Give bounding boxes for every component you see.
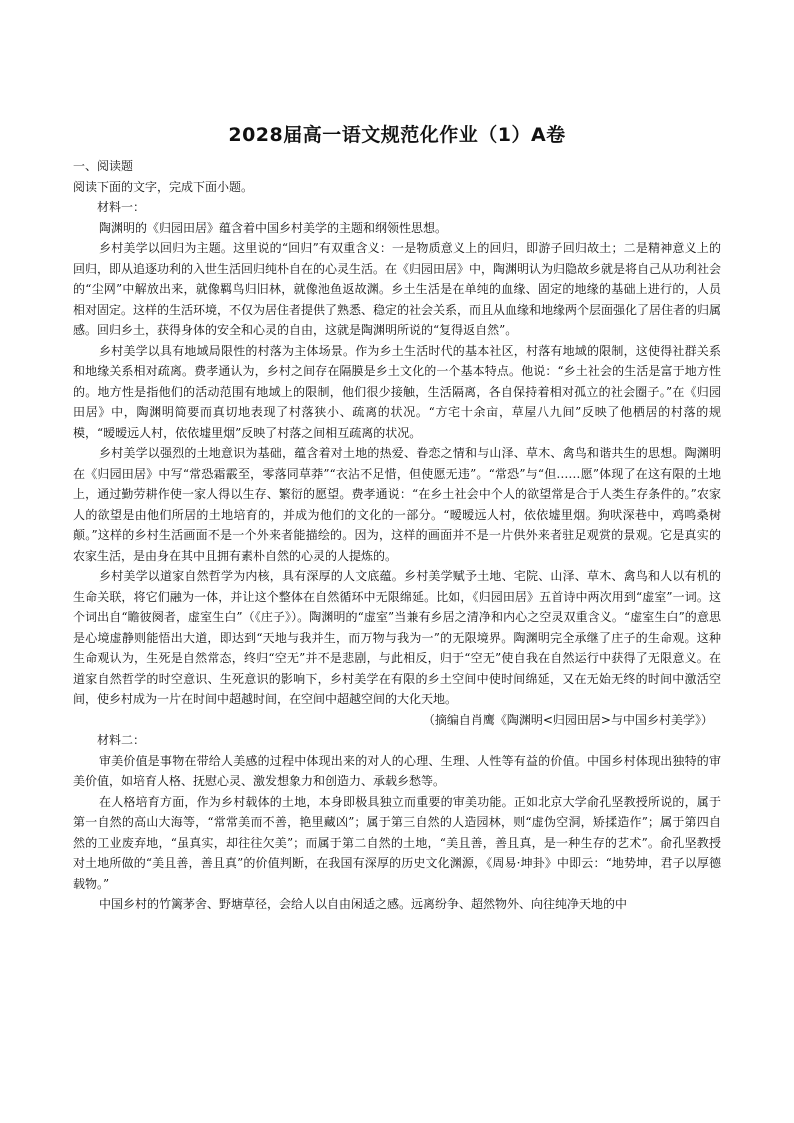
material1-paragraph: 陶渊明的《归园田居》蕴含着中国乡村美学的主题和纲领性思想。 (99, 220, 448, 235)
section-heading: 一、阅读题 (73, 159, 134, 173)
instruction-text: 阅读下面的文字，完成下面小题。 (73, 179, 254, 194)
page-title: 2028届高一语文规范化作业（1）A卷 (228, 124, 566, 146)
material2-paragraph: 在人格培育方面，作为乡村载体的土地，本身即极具独立而重要的审美功能。正如北京大学俞孔坚教授所说的，属于第一自然的高山大海等，“常常美而不善，艳里藏凶”；属于第三自然的人造园林，则“虚伪空洞，矫揉造作”；属于第四自然的工业废弃地，“虽真实，却往往欠美”；而属于第二自然的土地，“美且善，善且真，是一种生存的艺术”。俞孔坚教授对土地所做的“美且善，善且真”的价值判断，在我国有深厚的历史文化渊源，《周易·坤卦》中即云：“地势坤，君子以厚德载物。” (73, 794, 721, 891)
material2-paragraph: 审美价值是事物在带给人美感的过程中体现出来的对人的心理、生理、人性等有益的价值。中国乡村体现出独特的审美价值，如培育人格、抚慰心灵、激发想象力和创造力、承载乡愁等。 (73, 753, 721, 788)
material1-label: 材料一： (97, 200, 146, 214)
material1-paragraph: 乡村美学以强烈的土地意识为基础，蕴含着对土地的热爱、眷恋之情和与山泽、草木、禽鸟和谐共生的思想。陶渊明在《归园田居》中写“常恐霜霰至，零落同草莽”“衣沾不足惜，但使愿无违”。“常恐”与“但……愿”体现了在这有限的土地上，通过勤劳耕作使一家人得以生存、繁衍的愿望。费孝通说：“在乡土社会中个人的欲望常是合于人类生存条件的。”农家人的欲望是由他们所居的土地培育的，并成为他们的文化的一部分。“暧暧远人村，依依墟里烟。狗吠深巷中，鸡鸣桑树颠。”这样的乡村生活画面不是一个外来者能描绘的。因为，这样的画面并不是一片供外来者驻足观赏的景观。它是真实的农家生活，是由身在其中且拥有素朴自然的心灵的人提炼的。 (73, 446, 721, 563)
material1-paragraph: 乡村美学以具有地域局限性的村落为主体场景。作为乡土生活时代的基本社区，村落有地域的限制，这使得社群关系和地缘关系相对疏离。费孝通认为，乡村之间存在隔膜是乡土文化的一个基本特点。他说：“乡土社会的生活是富于地方性的。地方性是指他们的活动范围有地域上的限制，他们很少接触，生活隔离，各自保持着相对孤立的社会圈子。”在《归园田居》中，陶渊明简要而真切地表现了村落狭小、疏离的状况。“方宅十余亩，草屋八九间”反映了他栖居的村落的规模，“暧暧远人村，依依墟里烟”反映了村落之间相互疏离的状况。 (73, 343, 721, 440)
material1-paragraph: 乡村美学以道家自然哲学为内核，具有深厚的人文底蕴。乡村美学赋予土地、宅院、山泽、草木、禽鸟和人以有机的生命关联，将它们融为一体，并让这个整体在自然循环中无限绵延。比如，《归园田居》五首诗中两次用到“虚室”一词。这个词出自“瞻彼阕者，虚室生白”（《庄子》）。陶渊明的“虚室”当兼有乡居之清净和内心之空灵双重含义。“虚室生白”的意思是心境虚静则能悟出大道，即达到“天地与我并生，而万物与我为一”的无限境界。陶渊明完全承继了庄子的生命观。这种生命观认为，生死是自然常态，终归“空无”并不是悲剧，与此相反，归于“空无”使自我在自然运行中获得了无限意义。在道家自然哲学的时空意识、生死意识的影响下，乡村美学在有限的乡土空间中使时间绵延，又在无始无终的时间中激活空间，使乡村成为一片在时间中超越时间，在空间中超越空间的大化天地。 (73, 569, 721, 706)
material2-label: 材料二： (97, 733, 146, 747)
material1-source: （摘编自肖鹰《陶渊明<归园田居>与中国乡村美学》） (422, 712, 713, 727)
reading-content (73, 156, 721, 915)
material2-paragraph: 中国乡村的竹篱茅舍、野塘草径，会给人以自由闲适之感。远离纷争、超然物外、向往纯净天地的中 (99, 897, 628, 911)
material1-paragraph: 乡村美学以回归为主题。这里说的“回归”有双重含义：一是物质意义上的回归，即游子回归故土；二是精神意义上的回归，即从追逐功利的入世生活回归纯朴自在的心灵生活。在《归园田居》中，陶渊明认为归隐故乡就是将自己从功利社会的“尘网”中解放出来，就像羁鸟归旧林，就像池鱼返故渊。乡土生活是在单纯的血缘、固定的地缘的基础上进行的，人员相对固定。这样的生活环境，不仅为居住者提供了熟悉、稳定的社会关系，而且从血缘和地缘两个层面强化了居住者的归属感。回归乡土，获得身体的安全和心灵的自由，这就是陶渊明所说的“复得返自然”。 (73, 241, 722, 337)
